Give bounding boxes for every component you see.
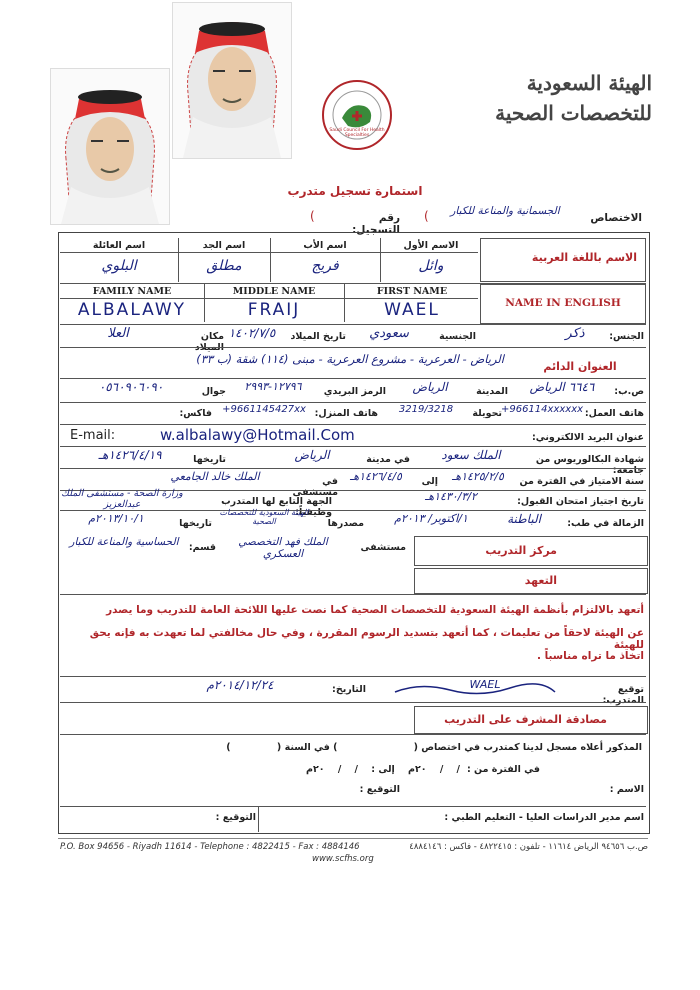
pledge-text-1: أتعهد بالالتزام بأنظمة الهيئة السعودية للتخصصات الصحية كما نصت عليها اللائحة العامة للتدريب وما يصدر bbox=[106, 604, 644, 616]
bachelor-date-label: تاريخها bbox=[193, 454, 226, 465]
divider bbox=[178, 238, 179, 282]
tc-hospital-label: مستشفى bbox=[360, 542, 406, 553]
supervisor-name-label: الاسم : bbox=[609, 784, 644, 795]
first-name-ar: وائل bbox=[418, 258, 444, 274]
org-name bbox=[402, 68, 652, 128]
col-grandfather-ar: اسم الجد bbox=[202, 240, 246, 251]
signature-stroke bbox=[390, 680, 560, 700]
nationality-value: سعودي bbox=[369, 326, 409, 341]
footer-ar: ص.ب ٩٤٦٥٦ الرياض ١١٦١٤ - تلفون : ٤٨٢٢٤١٥ - فاكس : ٤٨٨٤١٤٦ bbox=[409, 842, 648, 852]
work-phone-label: هاتف العمل: bbox=[584, 408, 644, 419]
reg-no-label: رقم التسجيل: bbox=[352, 212, 400, 236]
home-phone-label: هاتف المنزل: bbox=[314, 408, 378, 419]
fellowship-date-value: ٢٠١٣/١٠/١م bbox=[88, 512, 144, 525]
supervisor-period: / / ٢٠م إلى : / / ٢٠م bbox=[306, 764, 460, 775]
city-value: الرياض bbox=[412, 380, 448, 394]
dob-value: ١٤٠٢/٧/٥ bbox=[228, 326, 276, 340]
email-label-en: E-mail: bbox=[70, 428, 116, 443]
org-name-line2: للتخصصات الصحية bbox=[495, 101, 652, 125]
divider bbox=[60, 298, 478, 299]
divider bbox=[60, 347, 646, 348]
english-name-row-label: NAME IN ENGLISH bbox=[505, 297, 621, 309]
gender-label: الجنس: bbox=[609, 331, 644, 342]
supervisor-title-cell bbox=[414, 706, 648, 734]
pledge-text-3: اتخاذ ما تراه مناسباً . bbox=[536, 650, 644, 662]
divider bbox=[60, 676, 646, 677]
bachelor-city-label: في مدينة bbox=[366, 454, 410, 465]
footer-divider bbox=[58, 838, 648, 839]
family-name-ar: البلوي bbox=[101, 258, 137, 274]
fax-label: فاكس: bbox=[179, 408, 212, 419]
address-title: العنوان الدائم bbox=[543, 360, 617, 373]
email-value: w.albalawy@Hotmail.Com bbox=[160, 426, 355, 444]
fellowship-label: الزمالة في طب: bbox=[567, 518, 644, 529]
city-label: المدينة bbox=[476, 386, 508, 397]
training-center-title-cell bbox=[414, 536, 648, 566]
col-first-ar: الاسم الأول bbox=[403, 240, 459, 251]
trainee-photo-right bbox=[172, 2, 292, 159]
ext-value: 3219/3218 bbox=[398, 404, 454, 415]
divider bbox=[344, 284, 345, 322]
birthplace-value: العلا bbox=[107, 326, 129, 341]
pobox-label: ص.ب: bbox=[614, 386, 644, 397]
zip-value: ١٢٧٩٦-٢٩٩٣ bbox=[244, 380, 302, 393]
middle-name-en: FRAIJ bbox=[247, 300, 301, 320]
bachelor-label: شهادة البكالوريوس من جامعة: bbox=[535, 454, 644, 476]
scfhs-logo bbox=[320, 78, 394, 152]
divider bbox=[60, 378, 646, 379]
specialty-paren: ( bbox=[424, 209, 429, 223]
exam-date-value: ١٤٣٠/٣/٢هـ bbox=[425, 490, 477, 503]
english-name-label-cell bbox=[480, 284, 646, 324]
pledge-text-2: عن الهيئة لاحقاً من تعليمات ، كما أتعهد بتسديد الرسوم المقررة ، وفي حال مخالفتي لما تعهدت به فإنه يحق للهيئة bbox=[89, 627, 644, 651]
pledge-title: التعهد bbox=[524, 574, 557, 587]
divider bbox=[380, 238, 381, 282]
training-center-title: مركز التدريب bbox=[485, 544, 557, 557]
hospital-label: في مستشفى bbox=[292, 476, 338, 498]
bachelor-city-value: الرياض bbox=[294, 448, 330, 462]
reg-no-paren: ( bbox=[310, 209, 315, 223]
work-phone-value: +966114xxxxxx bbox=[500, 404, 584, 415]
ext-label: تحويلة bbox=[472, 408, 502, 419]
trainee-signature-label: توقيع المتدرب: bbox=[602, 684, 644, 706]
supervisor-period-label: في الفترة من : bbox=[466, 764, 540, 775]
fellowship-source-value: الهيئة السعودية للتخصصات الصحية bbox=[219, 508, 309, 526]
footer-web: www.scfhs.org bbox=[312, 854, 374, 864]
employer-label: الجهة التابع لها المتدرب وظيفياً: bbox=[221, 496, 332, 518]
tc-hospital-value: الملك فهد التخصصي العسكري bbox=[238, 536, 328, 560]
arabic-name-row-label: الاسم باللغة العربية bbox=[531, 251, 637, 264]
mobile-label: جوال bbox=[201, 386, 226, 397]
hospital-value: الملك خالد الجامعي bbox=[170, 470, 260, 483]
tc-dept-label: قسم: bbox=[188, 542, 216, 553]
director-label: اسم مدير الدراسات العليا - التعليم الطبي : bbox=[444, 812, 644, 823]
divider bbox=[270, 238, 271, 282]
trainee-signature: WAEL bbox=[469, 678, 501, 691]
divider bbox=[60, 324, 646, 325]
father-name-ar: فريج bbox=[311, 258, 339, 274]
form-title: استمارة تسجيل متدرب bbox=[287, 184, 423, 198]
supervisor-signature-label: التوقيع : bbox=[359, 784, 400, 795]
grandfather-name-ar: مطلق bbox=[206, 258, 242, 274]
birthplace-label: مكان الميلاد bbox=[194, 331, 224, 353]
intern-to-label: إلى bbox=[421, 476, 438, 487]
zip-label: الرمز البريدي bbox=[323, 386, 386, 397]
trainee-photo-left bbox=[50, 68, 170, 225]
divider bbox=[60, 468, 646, 469]
divider bbox=[60, 806, 646, 807]
bachelor-value: الملك سعود bbox=[441, 448, 501, 462]
mobile-value: ٠٥٦٠٩٠٦٠٩٠ bbox=[98, 380, 164, 394]
pobox-value: ٦٦٤٦ الرياض bbox=[529, 380, 595, 394]
employer-value: وزارة الصحة - مستشفى الملك عبدالعزيز bbox=[61, 488, 183, 510]
tc-dept-value: الحساسية والمناعة للكبار bbox=[69, 536, 179, 548]
footer-en: P.O. Box 94656 - Riyadh 11614 - Telephone : 4822415 - Fax : 4884146 bbox=[60, 842, 360, 852]
col-first-en: FIRST NAME bbox=[376, 286, 448, 297]
divider bbox=[60, 702, 646, 703]
address-value: الرياض - العرعرية - مشروع العرعرية - مبنى (١١٤) شقة (ب ٣٣) bbox=[196, 352, 504, 366]
internship-label: سنة الامتياز في الفترة من bbox=[519, 476, 644, 487]
family-name-en: ALBALAWY bbox=[77, 300, 187, 320]
org-name-line1: الهيئة السعودية bbox=[526, 71, 652, 95]
pledge-date-label: التاريخ: bbox=[332, 684, 366, 695]
divider bbox=[60, 402, 646, 403]
col-father-ar: اسم الأب bbox=[303, 240, 347, 251]
divider bbox=[60, 594, 646, 595]
director-signature-label: التوقيع : bbox=[215, 812, 256, 823]
divider bbox=[60, 252, 478, 253]
col-middle-en: MIDDLE NAME bbox=[232, 286, 316, 297]
col-family-ar: اسم العائلة bbox=[92, 240, 146, 251]
specialty-label: الاختصاص bbox=[590, 212, 642, 224]
dob-label: تاريخ الميلاد bbox=[290, 331, 346, 342]
divider bbox=[60, 510, 646, 511]
intern-to-value: ١٤٢٦/٤/٥هـ bbox=[350, 470, 402, 483]
divider bbox=[60, 424, 646, 425]
pledge-date: ٢٠١٤/١٢/٢٤م bbox=[206, 678, 274, 692]
supervisor-line1: المذكور أعلاه مسجل لدينا كمتدرب في اختصاص ( ) في السنة ( ) bbox=[226, 742, 642, 753]
fellowship-date2-value: ١/اكتوبر/ ٢٠١٣م bbox=[394, 512, 468, 525]
fellowship-value: الباطنة bbox=[507, 512, 541, 526]
nationality-label: الجنسية bbox=[439, 331, 476, 342]
gender-value: ذكر bbox=[565, 326, 585, 341]
pledge-title-cell bbox=[414, 568, 648, 594]
intern-from-value: ١٤٢٥/٢/٥هـ bbox=[452, 470, 504, 483]
home-phone-value: +9661145427xx bbox=[222, 404, 306, 415]
divider bbox=[60, 446, 646, 447]
email-label-ar: عنوان البريد الالكتروني: bbox=[531, 432, 644, 443]
logo-text: Saudi Council For Health Specialties bbox=[329, 128, 385, 138]
bachelor-date-value: ١٤٢٦/٤/١٩هـ bbox=[98, 448, 162, 462]
specialty-value: الجسمانية والمناعة للكبار bbox=[450, 205, 560, 217]
divider bbox=[258, 806, 259, 832]
divider bbox=[60, 734, 646, 735]
arabic-name-label-cell bbox=[480, 238, 646, 282]
exam-label: تاريخ اجتياز امتحان القبول: bbox=[517, 496, 644, 507]
supervisor-title: مصادقة المشرف على التدريب bbox=[444, 713, 607, 726]
fellowship-source-label: مصدرها bbox=[327, 518, 364, 529]
divider bbox=[204, 284, 205, 322]
col-family-en: FAMILY NAME bbox=[92, 286, 172, 297]
fellowship-date-label: تاريخها bbox=[179, 518, 212, 529]
first-name-en: WAEL bbox=[384, 300, 440, 320]
